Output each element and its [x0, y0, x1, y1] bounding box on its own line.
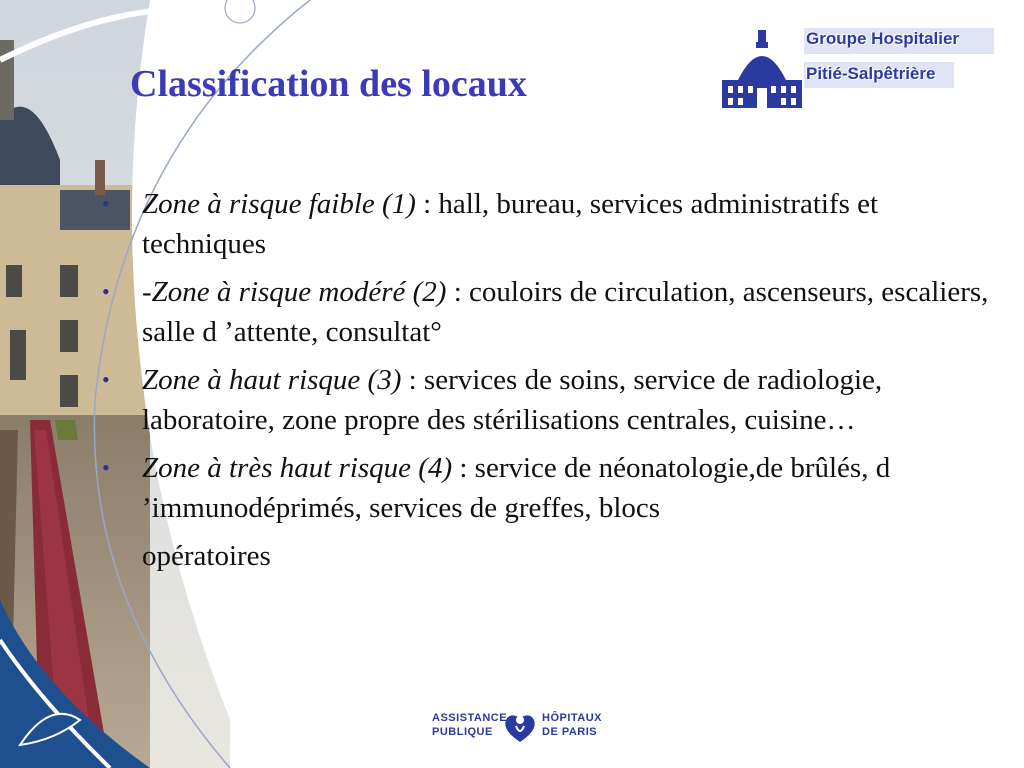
- list-item: [100, 184, 990, 264]
- zone-label: Zone à risque faible (1): [142, 188, 416, 220]
- bullet-list: [100, 184, 990, 584]
- list-item: [100, 448, 990, 576]
- zone-description-last-line: opératoires: [142, 540, 271, 572]
- aphp-left-line-1: ASSISTANCE: [432, 712, 508, 724]
- bullet-marker: •: [102, 191, 110, 216]
- aphp-right-line-1: HÔPITAUX: [542, 712, 603, 724]
- zone-label: Zone à très haut risque (4): [142, 452, 453, 484]
- zone-label: -Zone à risque modéré (2): [142, 276, 447, 308]
- list-item: [100, 272, 990, 352]
- logo-line-1: Groupe Hospitalier: [806, 29, 960, 48]
- list-item: [100, 360, 990, 440]
- aphp-right-line-2: DE PARIS: [542, 726, 598, 738]
- zone-description: : hall, bureau, services administratifs et techniques: [142, 188, 879, 260]
- aphp-left-line-2: PUBLIQUE: [432, 726, 493, 738]
- bullet-marker: •: [102, 279, 110, 304]
- bullet-marker: •: [102, 455, 110, 480]
- zone-description: : couloirs de circulation, ascenseurs, escaliers, salle d ’attente, consultat°: [142, 276, 989, 348]
- slide-title: Classification des locaux: [130, 63, 527, 105]
- zone-description: : service de néonatologie,de brûlés, d ’immunodéprimés, services de greffes, blocs: [142, 452, 891, 524]
- zone-label: Zone à haut risque (3): [142, 364, 402, 396]
- logo-line-2: Pitié-Salpêtrière: [806, 64, 936, 83]
- bullet-marker: •: [102, 367, 110, 392]
- zone-description: : services de soins, service de radiologie, laboratoire, zone propre des stérilisations centrales, cuisine…: [142, 364, 883, 436]
